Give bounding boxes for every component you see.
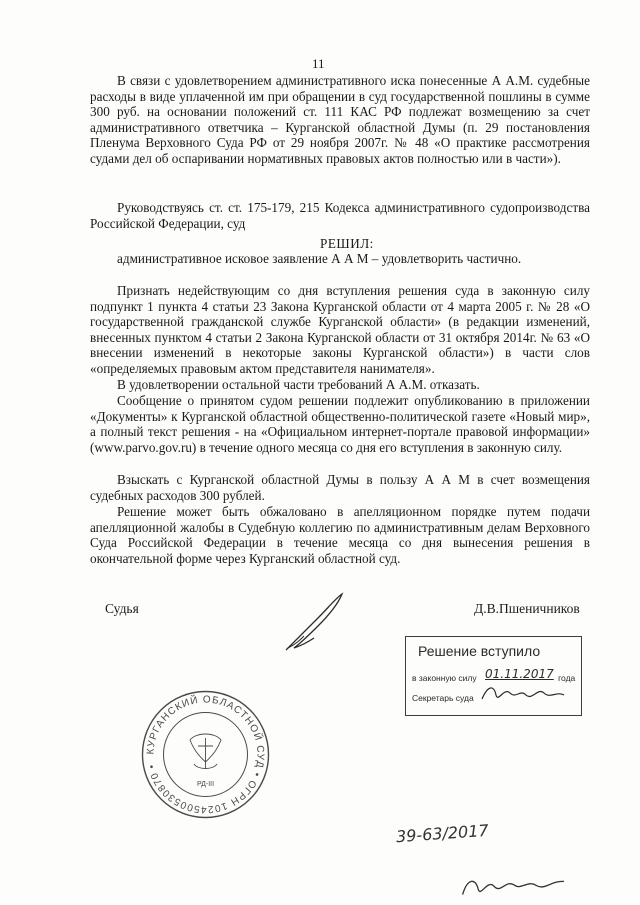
effective-date-stamp [405, 636, 582, 716]
secretary-signature [478, 681, 568, 707]
court-seal [138, 688, 273, 821]
seal-inner-text: РД-III [196, 781, 215, 788]
page-number: 11 [312, 56, 325, 71]
stamp-effective-label: в законную силу 01.11.2017 года [412, 667, 576, 683]
paragraph-appeal: Решение может быть обжаловано в апелляционном порядке путем подачи апелляционной жалобы в Судебную коллегию по административным делам Верховного Суда Российской Федерации в течение месяца со дня вынесения решения в окончательной форме через Курганский областной суд. [90, 504, 590, 566]
stamp-title: Решение вступило [418, 643, 541, 659]
paragraph-refuse: В удовлетворении остальной части требований А А.М. отказать. [117, 377, 480, 392]
paragraph-publication: Сообщение о принятом судом решении подлежит опубликованию в приложении «Документы» к Курганской областной общественно-политической газете «Новый мир», а полный текст решения - на «Официальном интернет-портале правовой информации» (www.parvo.gov.ru) в течение одного месяца со дня его вступления в законную силу. [90, 393, 590, 455]
paragraph-recover-costs: Взыскать с Курганской областной Думы в пользу А А М в счет возмещения судебных расходов 300 рублей. [90, 472, 590, 503]
bottom-signature [457, 865, 569, 903]
paragraph-court-costs: В связи с удовлетворением административного иска понесенные А А.М. судебные расходы в виде уплаченной им при обращении в суд государственной пошлины в сумме 300 руб. на основании положений ст. 111 КАС РФ подлежат возмещению за счет административного ответчика – Курганской областной Думы (п. 29 постановления Пленума Верховного Суда РФ от 29 ноября 2007г. № 48 «О практике рассмотрения судами дел об оспаривании нормативных правовых актов полностью или в части»). [90, 73, 590, 166]
judge-name: Д.В.Пшеничников [474, 601, 580, 616]
seal-emblem-icon [190, 734, 221, 769]
handwritten-case-number: 39-63/2017 [395, 820, 490, 847]
paragraph-claim-satisfied: административное исковое заявление А А М – удовлетворить частично. [117, 251, 522, 266]
judge-label: Судья [105, 601, 139, 616]
paragraph-guided-by: Руководствуясь ст. ст. 175-179, 215 Кодекса административного судопроизводства Российской Федерации, суд [90, 200, 590, 231]
stamp-secretary-label: Секретарь суда [412, 693, 474, 703]
decision-heading: РЕШИЛ: [320, 236, 374, 251]
judge-signature [278, 590, 358, 655]
stamp-effective-date: 01.11.2017 [485, 667, 554, 681]
seal-ring-text: КУРГАНСКИЙ ОБЛАСТНОЙ СУД • ОГРН 1024500530870 • [145, 694, 266, 815]
paragraph-invalidate: Признать недействующим со дня вступления решения суда в законную силу подпункт 1 пункта 4 статьи 23 Закона Курганской области от 4 марта 2005 г. № 28 «О государственной гражданской службе Курганской области» (в редакции изменений, внесенных пунктом 4 статьи 2 Закона Курганской области от 31 октября 2014г. № 63 «О внесении изменений в некоторые законы Курганской области») в части слов «определяемых правовым актом представителя нанимателя». [90, 283, 590, 376]
